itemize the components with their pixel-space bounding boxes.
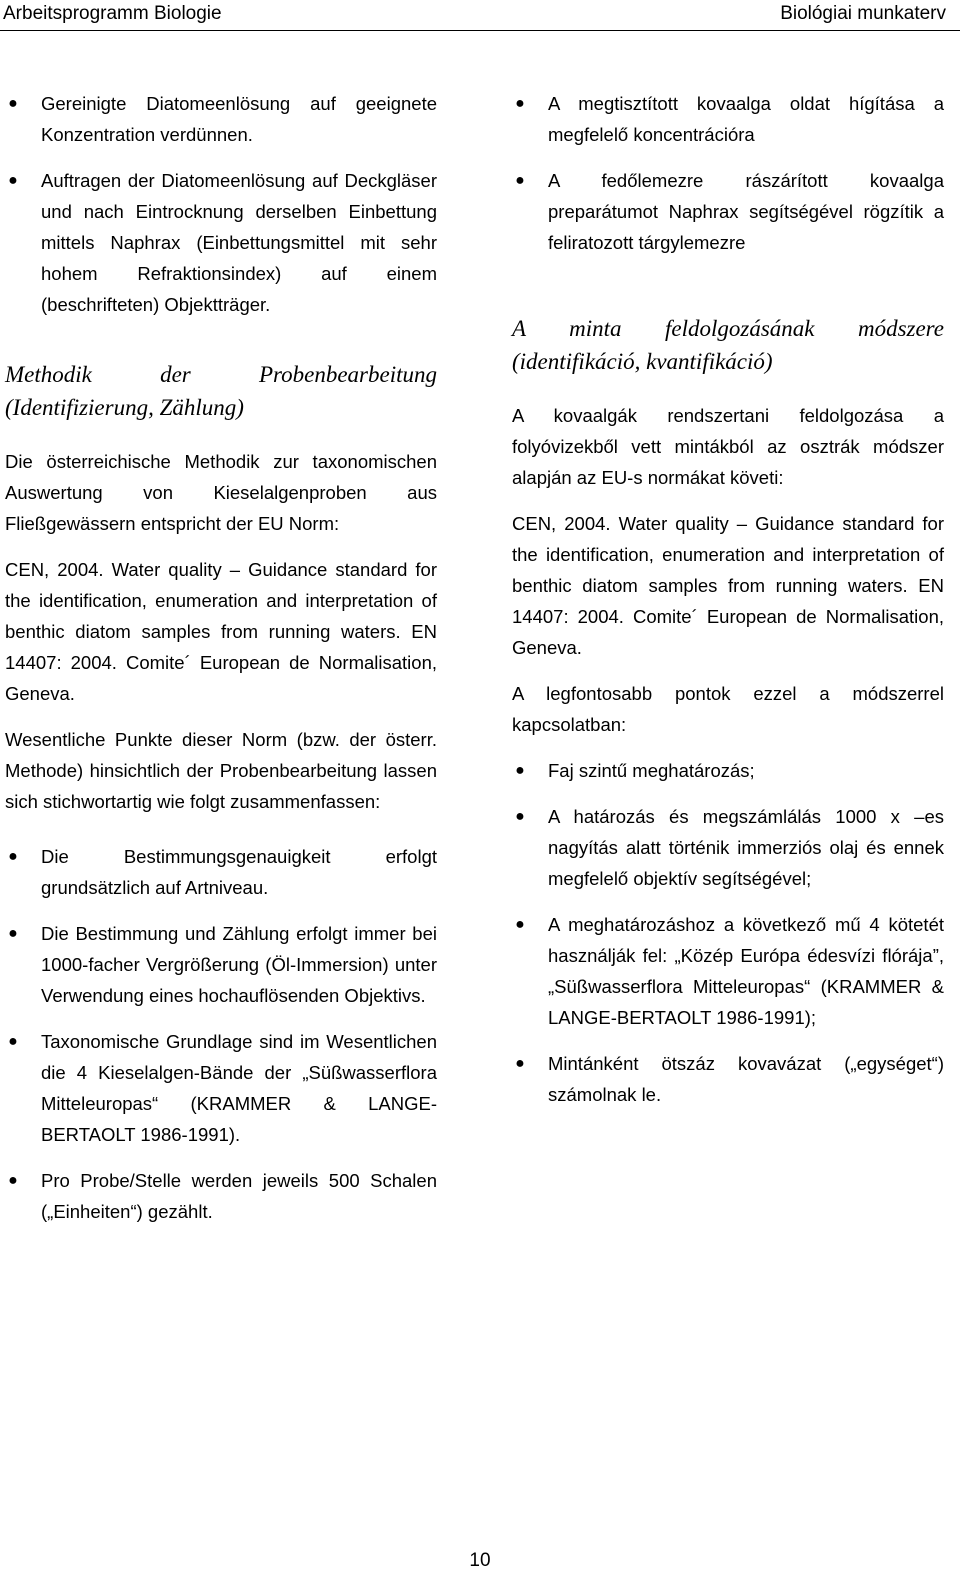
list-item: [512, 1048, 944, 1110]
bullet-icon: ●: [515, 1055, 525, 1072]
bullet-icon: ●: [8, 95, 18, 112]
list-item-text: A meghatározáshoz a következő mű 4 kötetét használják fel: „Közép Európa édesvízi flórája”, „Süßwasserflora Mitteleuropas“ (KRAMMER & LANGE-BERTAOLT 1986-1991);: [548, 914, 944, 1028]
list-item-text: A határozás és megszámlálás 1000 x –es nagyítás alatt történik immerziós olaj és ennek megfelelő objektív segítségével;: [548, 806, 944, 889]
list-item: [512, 88, 944, 150]
reference-paragraph: CEN, 2004. Water quality – Guidance standard for the identification, enumeration and interpretation of benthic diatom samples from running waters. EN 14407: 2004. Comite´ European de Normalisation, Geneva.: [512, 513, 944, 658]
summary-paragraph: Wesentliche Punkte dieser Norm (bzw. der österr. Methode) hinsichtlich der Probenbearbeitung lassen sich stichwortartig wie folgt zusammenfassen:: [5, 729, 437, 812]
section-heading: [512, 312, 944, 378]
section-heading-line2: (Identifizierung, Zählung): [5, 395, 244, 420]
list-item: [5, 1026, 437, 1150]
intro-paragraph: A kovaalgák rendszertani feldolgozása a folyóvizekből vett mintákból az osztrák módszer alapján az EU-s normákat követi:: [512, 405, 944, 488]
list-item: [512, 801, 944, 894]
bullet-icon: ●: [8, 172, 18, 189]
list-item-text: Faj szintű meghatározás;: [548, 760, 755, 781]
list-item-text: Mintánként ötszáz kovavázat („egységet“) számolnak le.: [548, 1053, 944, 1105]
bullet-icon: ●: [515, 916, 525, 933]
reference-paragraph: CEN, 2004. Water quality – Guidance standard for the identification, enumeration and interpretation of benthic diatom samples from running waters. EN 14407: 2004. Comite´ European de Normalisation, Geneva.: [5, 559, 437, 704]
bullet-icon: ●: [8, 1172, 18, 1189]
list-item: [5, 1165, 437, 1227]
list-item-text: Gereinigte Diatomeenlösung auf geeignete Konzentration verdünnen.: [41, 93, 437, 145]
list-item: [512, 755, 944, 786]
list-item-text: A megtisztított kovaalga oldat hígítása a megfelelő koncentrációra: [548, 93, 944, 145]
list-item-text: Pro Probe/Stelle werden jeweils 500 Schalen („Einheiten“) gezählt.: [41, 1170, 437, 1222]
left-column: [5, 88, 437, 1242]
list-item: [512, 165, 944, 258]
bullet-icon: ●: [515, 808, 525, 825]
bullet-icon: ●: [515, 172, 525, 189]
list-item: [5, 88, 437, 150]
page-footer: [0, 1547, 960, 1575]
bullet-icon: ●: [8, 925, 18, 942]
header-title-german: Arbeitsprogramm Biologie: [3, 3, 222, 24]
bullet-icon: ●: [8, 848, 18, 865]
list-item: [5, 918, 437, 1011]
list-item-text: Taxonomische Grundlage sind im Wesentlichen die 4 Kieselalgen-Bände der „Süßwasserflora Mitteleuropas“ (KRAMMER & LANGE-BERTAOLT 1986-1991).: [41, 1031, 437, 1145]
section-heading: [5, 358, 437, 424]
page-header: [0, 0, 960, 31]
list-item: [512, 909, 944, 1033]
bullet-icon: ●: [515, 95, 525, 112]
section-heading-line1: Methodik der Probenbearbeitung: [5, 362, 437, 387]
bullet-icon: ●: [8, 1033, 18, 1050]
list-item-text: Auftragen der Diatomeenlösung auf Deckgläser und nach Eintrocknung derselben Einbettung mittels Naphrax (Einbettungsmittel mit sehr hohem Refraktionsindex) auf einem (beschrifteten) Objektträger.: [41, 170, 437, 315]
section-heading-line1: A minta feldolgozásának módszere: [512, 316, 944, 341]
header-title-hungarian: Biológiai munkaterv: [780, 3, 946, 24]
list-item-text: Die Bestimmung und Zählung erfolgt immer bei 1000-facher Vergrößerung (Öl-Immersion) unter Verwendung eines hochauflösenden Objektivs.: [41, 923, 437, 1006]
list-item: [5, 841, 437, 903]
section-heading-line2: (identifikáció, kvantifikáció): [512, 349, 773, 374]
summary-paragraph: A legfontosabb pontok ezzel a módszerrel kapcsolatban:: [512, 683, 944, 735]
intro-paragraph: Die österreichische Methodik zur taxonomischen Auswertung von Kieselalgenproben aus Fließgewässern entspricht der EU Norm:: [5, 451, 437, 534]
list-item-text: Die Bestimmungsgenauigkeit erfolgt grundsätzlich auf Artniveau.: [41, 846, 437, 898]
list-item: [5, 165, 437, 320]
page-number: 10: [469, 1550, 491, 1571]
bullet-icon: ●: [515, 762, 525, 779]
list-item-text: A fedőlemezre rászárított kovaalga preparátumot Naphrax segítségével rögzítik a feliratozott tárgylemezre: [548, 170, 944, 253]
right-column: [512, 88, 944, 1125]
